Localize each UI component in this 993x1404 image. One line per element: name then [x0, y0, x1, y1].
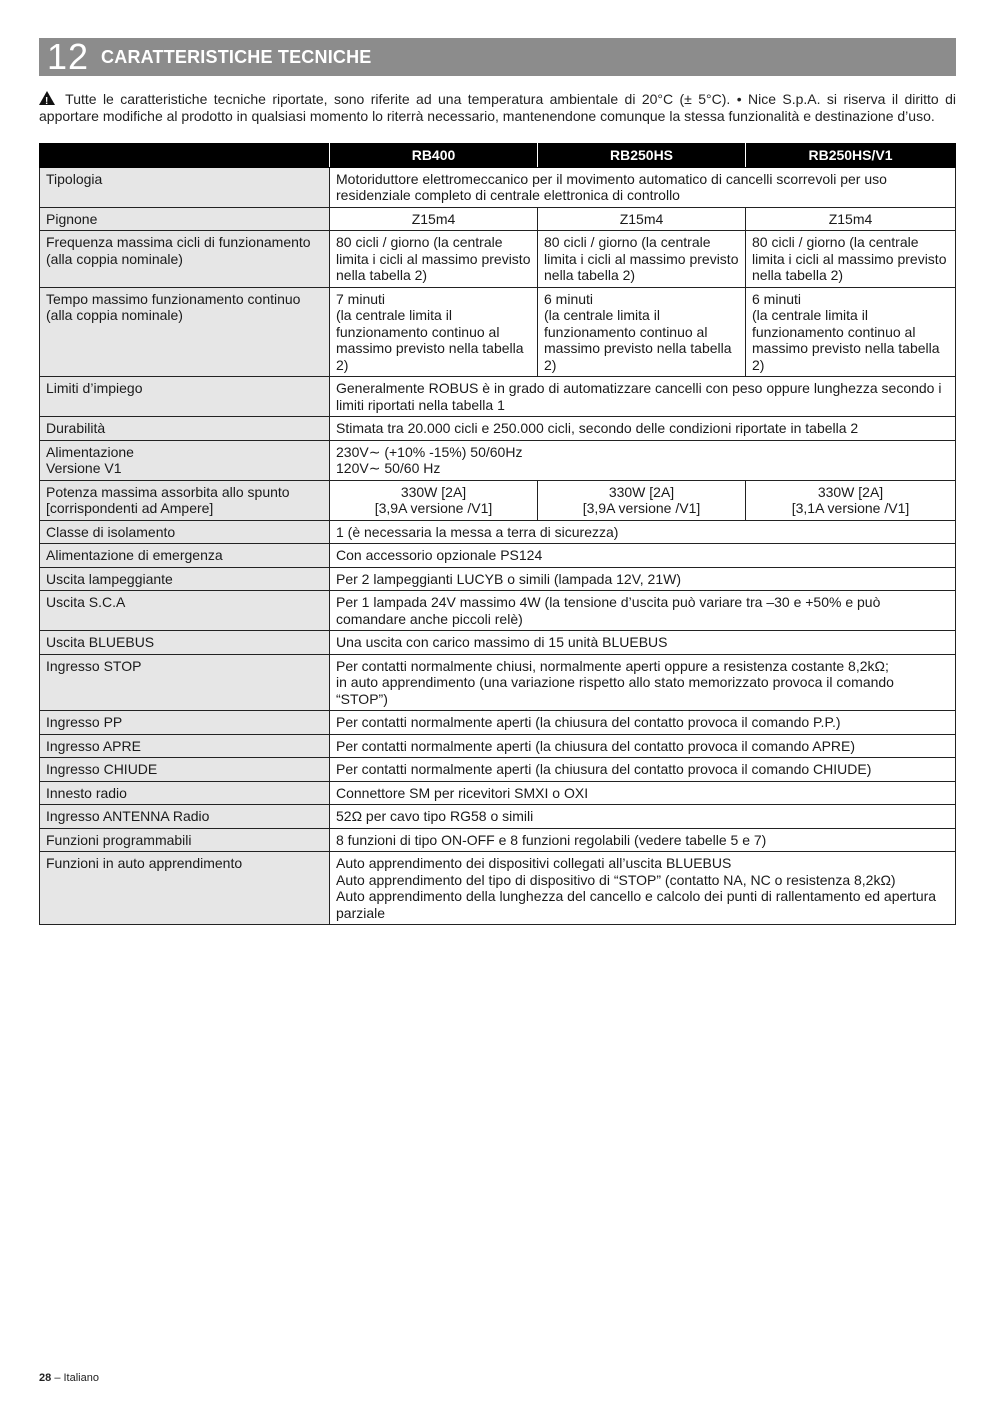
row-value: Z15m4 — [330, 207, 538, 231]
row-label: Uscita BLUEBUS — [40, 631, 330, 655]
value-line: [3,1A versione /V1] — [791, 500, 910, 516]
value-line: (la centrale limita il funzionamento continuo al massimo previsto nella tabella 2) — [752, 307, 940, 373]
row-value: Per 1 lampada 24V massimo 4W (la tensione d’uscita può variare tra –30 e +50% e può comandare anche piccoli relè) — [330, 591, 956, 631]
row-value: Con accessorio opzionale PS124 — [330, 544, 956, 568]
value-line: Auto apprendimento dei dispositivi collegati all’uscita BLUEBUS — [336, 855, 732, 871]
row-label: Funzioni programmabili — [40, 828, 330, 852]
header-empty — [40, 144, 330, 168]
notice-paragraph — [39, 90, 956, 125]
page-number: 28 — [39, 1372, 52, 1384]
row-value: Per contatti normalmente aperti (la chiusura del contatto provoca il comando APRE) — [330, 734, 956, 758]
table-row — [40, 440, 956, 480]
table-row — [40, 758, 956, 782]
row-label: Frequenza massima cicli di funzionamento (alla coppia nominale) — [40, 231, 330, 288]
row-value: 8 funzioni di tipo ON-OFF e 8 funzioni regolabili (vedere tabelle 5 e 7) — [330, 828, 956, 852]
header-rb250hs-v1: RB250HS/V1 — [746, 144, 956, 168]
table-row — [40, 167, 956, 207]
row-value: 1 (è necessaria la messa a terra di sicurezza) — [330, 520, 956, 544]
warning-icon — [39, 91, 55, 105]
header-rb400: RB400 — [330, 144, 538, 168]
value-line: Auto apprendimento della lunghezza del cancello e calcolo dei punti di rallentamento ed apertura parziale — [336, 888, 937, 921]
row-value: Per contatti normalmente aperti (la chiusura del contatto provoca il comando CHIUDE) — [330, 758, 956, 782]
value-line: 120V∼ 50/60 Hz — [336, 460, 441, 476]
value-line: 230V∼ (+10% -15%) 50/60Hz — [336, 443, 523, 460]
value-line: (la centrale limita il funzionamento continuo al massimo previsto nella tabella 2) — [336, 307, 524, 373]
row-value: Per 2 lampeggianti LUCYB o simili (lampada 12V, 21W) — [330, 567, 956, 591]
row-label: Ingresso CHIUDE — [40, 758, 330, 782]
label-line: Alimentazione — [46, 443, 134, 460]
row-value: Z15m4 — [746, 207, 956, 231]
row-value: 80 cicli / giorno (la centrale limita i cicli al massimo previsto nella tabella 2) — [538, 231, 746, 288]
row-label: Durabilità — [40, 417, 330, 441]
row-label: Classe di isolamento — [40, 520, 330, 544]
row-value: Connettore SM per ricevitori SMXI o OXI — [330, 781, 956, 805]
value-line: (la centrale limita il funzionamento continuo al massimo previsto nella tabella 2) — [544, 307, 732, 373]
value-line: 330W [2A] — [400, 483, 467, 500]
row-value: 80 cicli / giorno (la centrale limita i cicli al massimo previsto nella tabella 2) — [746, 231, 956, 288]
table-row — [40, 520, 956, 544]
table-row — [40, 654, 956, 711]
row-value — [330, 440, 956, 480]
notice-text: Tutte le caratteristiche tecniche riportate, sono riferite ad una temperatura ambientale di 20°C (± 5°C). • Nice S.p.A. si riserva il diritto di apportare modifiche al prodotto in qualsiasi momento lo riterrà necessario, mantenendone comunque la stessa funzionalità e destinazione d’uso. — [39, 91, 957, 124]
row-value: Una uscita con carico massimo di 15 unità BLUEBUS — [330, 631, 956, 655]
table-row — [40, 805, 956, 829]
row-value: Per contatti normalmente aperti (la chiusura del contatto provoca il comando P.P.) — [330, 711, 956, 735]
value-line: [3,9A versione /V1] — [582, 500, 701, 516]
table-row — [40, 207, 956, 231]
row-label: Ingresso STOP — [40, 654, 330, 711]
row-value: 52Ω per cavo tipo RG58 o simili — [330, 805, 956, 829]
table-row — [40, 480, 956, 520]
row-label: Innesto radio — [40, 781, 330, 805]
label-line: Versione V1 — [46, 460, 122, 476]
row-label: Tempo massimo funzionamento continuo (alla coppia nominale) — [40, 287, 330, 377]
page-footer — [39, 1372, 99, 1384]
table-row — [40, 417, 956, 441]
table-row — [40, 734, 956, 758]
footer-language: – Italiano — [54, 1372, 99, 1384]
row-label: Uscita S.C.A — [40, 591, 330, 631]
row-value: Stimata tra 20.000 cicli e 250.000 cicli, secondo delle condizioni riportate in tabella 2 — [330, 417, 956, 441]
table-row — [40, 711, 956, 735]
row-value — [746, 287, 956, 377]
row-label: Ingresso APRE — [40, 734, 330, 758]
table-row — [40, 781, 956, 805]
section-header — [39, 38, 956, 76]
row-value — [330, 287, 538, 377]
value-line: Per contatti normalmente chiusi, normalmente aperti oppure a resistenza costante 8,2kΩ; — [336, 657, 889, 674]
table-row — [40, 231, 956, 288]
row-value — [330, 654, 956, 711]
table-header-row — [40, 144, 956, 168]
value-line: 7 minuti — [336, 290, 386, 307]
value-line: Auto apprendimento del tipo di dispositivo di “STOP” (contatto NA, NC o resistenza 8,2kΩ) — [336, 871, 896, 888]
section-title: CARATTERISTICHE TECNICHE — [101, 46, 372, 67]
table-row — [40, 591, 956, 631]
row-label: Ingresso PP — [40, 711, 330, 735]
table-row — [40, 567, 956, 591]
row-value: Generalmente ROBUS è in grado di automatizzare cancelli con peso oppure lunghezza secondo i limiti riportati nella tabella 1 — [330, 377, 956, 417]
specs-table — [39, 143, 956, 925]
section-number: 12 — [47, 36, 90, 77]
row-value — [330, 852, 956, 925]
row-label: Uscita lampeggiante — [40, 567, 330, 591]
table-row — [40, 631, 956, 655]
row-label — [40, 440, 330, 480]
row-value: Motoriduttore elettromeccanico per il movimento automatico di cancelli scorrevoli per uso residenziale completo di centrale elettronica di controllo — [330, 167, 956, 207]
row-label: Alimentazione di emergenza — [40, 544, 330, 568]
row-label: Ingresso ANTENNA Radio — [40, 805, 330, 829]
row-value — [746, 480, 956, 520]
value-line: 330W [2A] — [817, 483, 884, 500]
row-value — [538, 480, 746, 520]
header-rb250hs: RB250HS — [538, 144, 746, 168]
table-row — [40, 377, 956, 417]
value-line: [3,9A versione /V1] — [374, 500, 493, 516]
row-label: Funzioni in auto apprendimento — [40, 852, 330, 925]
row-value — [538, 287, 746, 377]
row-label: Pignone — [40, 207, 330, 231]
table-row — [40, 544, 956, 568]
value-line: 330W [2A] — [608, 483, 675, 500]
value-line: 6 minuti — [544, 290, 594, 307]
table-row — [40, 287, 956, 377]
row-label: Tipologia — [40, 167, 330, 207]
row-value: Z15m4 — [538, 207, 746, 231]
table-row — [40, 828, 956, 852]
table-row — [40, 852, 956, 925]
row-value: 80 cicli / giorno (la centrale limita i cicli al massimo previsto nella tabella 2) — [330, 231, 538, 288]
value-line: 6 minuti — [752, 290, 802, 307]
row-label: Potenza massima assorbita allo spunto [corrispondenti ad Ampere] — [40, 480, 330, 520]
row-value — [330, 480, 538, 520]
row-label: Limiti d’impiego — [40, 377, 330, 417]
value-line: in auto apprendimento (una variazione rispetto allo stato memorizzato provoca il comando “STOP”) — [336, 674, 894, 707]
